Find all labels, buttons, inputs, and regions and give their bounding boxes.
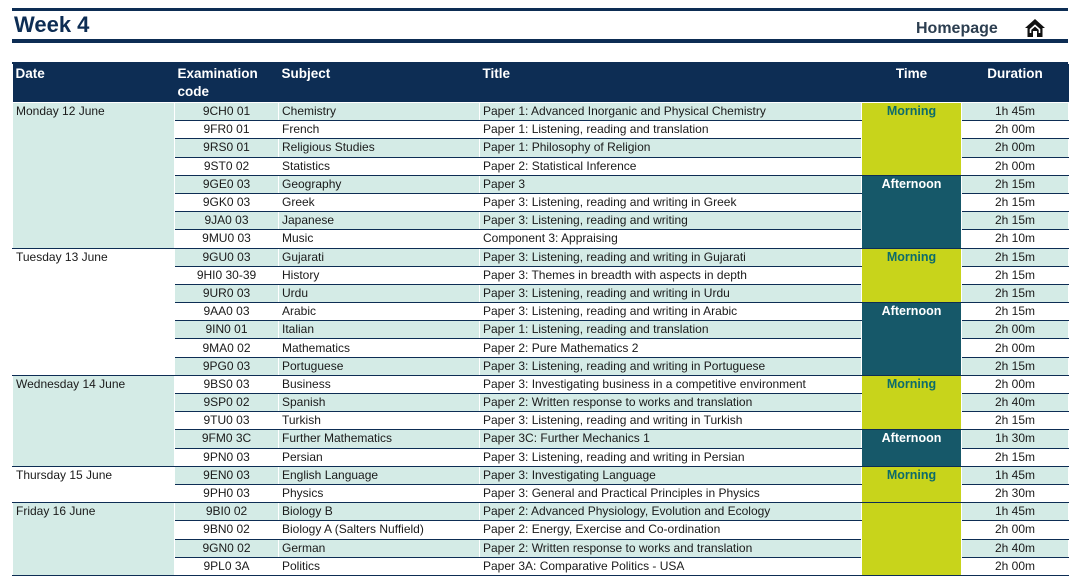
exam-code: 9BN0 02 bbox=[175, 521, 279, 539]
exam-subject: Politics bbox=[279, 557, 480, 575]
session-time: Afternoon bbox=[862, 303, 962, 376]
exam-title: Paper 2: Advanced Physiology, Evolution and Ecology bbox=[480, 503, 862, 521]
exam-title: Paper 2: Written response to works and translation bbox=[480, 539, 862, 557]
home-icon[interactable] bbox=[1024, 17, 1046, 39]
timetable-body bbox=[13, 103, 1069, 576]
exam-duration: 2h 00m bbox=[962, 321, 1069, 339]
exam-subject: History bbox=[279, 266, 480, 284]
exam-subject: Geography bbox=[279, 175, 480, 193]
table-row bbox=[13, 103, 1069, 121]
header-top-rule bbox=[12, 8, 1068, 11]
exam-subject: Spanish bbox=[279, 394, 480, 412]
exam-date: Tuesday 13 June bbox=[13, 248, 175, 375]
exam-code: 9RS0 01 bbox=[175, 139, 279, 157]
session-time: Morning bbox=[862, 248, 962, 303]
exam-subject: Religious Studies bbox=[279, 139, 480, 157]
exam-code: 9GN0 02 bbox=[175, 539, 279, 557]
exam-subject: Japanese bbox=[279, 212, 480, 230]
exam-code: 9ST0 02 bbox=[175, 157, 279, 175]
exam-subject: Further Mathematics bbox=[279, 430, 480, 448]
exam-timetable bbox=[12, 64, 1069, 576]
exam-subject: Physics bbox=[279, 484, 480, 502]
exam-duration: 2h 40m bbox=[962, 394, 1069, 412]
exam-subject: Arabic bbox=[279, 303, 480, 321]
exam-title: Paper 1: Philosophy of Religion bbox=[480, 139, 862, 157]
exam-code: 9GK0 03 bbox=[175, 193, 279, 211]
exam-duration: 2h 40m bbox=[962, 539, 1069, 557]
exam-subject: Turkish bbox=[279, 412, 480, 430]
exam-duration: 2h 15m bbox=[962, 193, 1069, 211]
exam-title: Paper 3: Listening, reading and writing in Urdu bbox=[480, 284, 862, 302]
exam-title: Paper 3: General and Practical Principles in Physics bbox=[480, 484, 862, 502]
exam-subject: German bbox=[279, 539, 480, 557]
exam-title: Paper 3A: Comparative Politics - USA bbox=[480, 557, 862, 575]
table-row bbox=[13, 503, 1069, 521]
exam-code: 9PL0 3A bbox=[175, 557, 279, 575]
exam-duration: 2h 15m bbox=[962, 284, 1069, 302]
exam-subject: Business bbox=[279, 375, 480, 393]
exam-title: Paper 3 bbox=[480, 175, 862, 193]
exam-code: 9BS0 03 bbox=[175, 375, 279, 393]
exam-duration: 2h 15m bbox=[962, 412, 1069, 430]
exam-date: Friday 16 June bbox=[13, 503, 175, 576]
table-header-row bbox=[13, 64, 1069, 103]
exam-date: Monday 12 June bbox=[13, 103, 175, 249]
homepage-link[interactable]: Homepage bbox=[916, 20, 998, 37]
column-header-title: Title bbox=[480, 64, 862, 103]
exam-title: Paper 3: Listening, reading and writing bbox=[480, 212, 862, 230]
exam-title: Paper 3: Listening, reading and writing in Greek bbox=[480, 193, 862, 211]
exam-duration: 2h 00m bbox=[962, 157, 1069, 175]
exam-duration: 1h 45m bbox=[962, 103, 1069, 121]
exam-code: 9HI0 30-39 bbox=[175, 266, 279, 284]
exam-code: 9UR0 03 bbox=[175, 284, 279, 302]
exam-subject: English Language bbox=[279, 466, 480, 484]
exam-title: Paper 3: Investigating business in a competitive environment bbox=[480, 375, 862, 393]
exam-subject: Chemistry bbox=[279, 103, 480, 121]
exam-code: 9EN0 03 bbox=[175, 466, 279, 484]
exam-duration: 2h 15m bbox=[962, 212, 1069, 230]
exam-subject: Italian bbox=[279, 321, 480, 339]
exam-subject: Biology B bbox=[279, 503, 480, 521]
exam-subject: Greek bbox=[279, 193, 480, 211]
header-bottom-rule bbox=[12, 39, 1068, 43]
exam-duration: 2h 15m bbox=[962, 175, 1069, 193]
exam-duration: 1h 45m bbox=[962, 503, 1069, 521]
session-time: Morning bbox=[862, 103, 962, 176]
exam-code: 9GU0 03 bbox=[175, 248, 279, 266]
page-title: Week 4 bbox=[14, 12, 90, 37]
session-time: Morning bbox=[862, 466, 962, 502]
exam-subject: Biology A (Salters Nuffield) bbox=[279, 521, 480, 539]
session-time: Morning bbox=[862, 375, 962, 430]
column-header-date: Date bbox=[13, 64, 175, 103]
exam-code: 9TU0 03 bbox=[175, 412, 279, 430]
exam-title: Paper 3: Listening, reading and writing in Persian bbox=[480, 448, 862, 466]
table-row bbox=[13, 375, 1069, 393]
exam-duration: 2h 00m bbox=[962, 557, 1069, 575]
exam-subject: Mathematics bbox=[279, 339, 480, 357]
exam-duration: 1h 30m bbox=[962, 430, 1069, 448]
exam-title: Paper 3: Investigating Language bbox=[480, 466, 862, 484]
exam-title: Paper 1: Listening, reading and translation bbox=[480, 121, 862, 139]
exam-subject: Music bbox=[279, 230, 480, 248]
exam-subject: French bbox=[279, 121, 480, 139]
exam-title: Paper 3: Listening, reading and writing in Arabic bbox=[480, 303, 862, 321]
column-header-code: Examination code bbox=[175, 64, 279, 103]
exam-duration: 2h 15m bbox=[962, 303, 1069, 321]
exam-duration: 1h 45m bbox=[962, 466, 1069, 484]
exam-code: 9FM0 3C bbox=[175, 430, 279, 448]
exam-code: 9IN0 01 bbox=[175, 321, 279, 339]
exam-subject: Urdu bbox=[279, 284, 480, 302]
exam-code: 9PH0 03 bbox=[175, 484, 279, 502]
exam-subject: Persian bbox=[279, 448, 480, 466]
exam-duration: 2h 30m bbox=[962, 484, 1069, 502]
exam-duration: 2h 00m bbox=[962, 139, 1069, 157]
exam-duration: 2h 15m bbox=[962, 248, 1069, 266]
exam-duration: 2h 10m bbox=[962, 230, 1069, 248]
exam-title: Paper 3: Themes in breadth with aspects in depth bbox=[480, 266, 862, 284]
exam-code: 9BI0 02 bbox=[175, 503, 279, 521]
exam-title: Paper 1: Advanced Inorganic and Physical Chemistry bbox=[480, 103, 862, 121]
exam-title: Paper 2: Energy, Exercise and Co-ordination bbox=[480, 521, 862, 539]
exam-title: Paper 2: Pure Mathematics 2 bbox=[480, 339, 862, 357]
column-header-subject: Subject bbox=[279, 64, 480, 103]
exam-title: Paper 3: Listening, reading and writing in Gujarati bbox=[480, 248, 862, 266]
exam-code: 9PG0 03 bbox=[175, 357, 279, 375]
exam-subject: Gujarati bbox=[279, 248, 480, 266]
exam-subject: Statistics bbox=[279, 157, 480, 175]
exam-duration: 2h 00m bbox=[962, 339, 1069, 357]
exam-duration: 2h 15m bbox=[962, 357, 1069, 375]
column-header-time: Time bbox=[862, 64, 962, 103]
exam-subject: Portuguese bbox=[279, 357, 480, 375]
exam-code: 9PN0 03 bbox=[175, 448, 279, 466]
exam-code: 9MU0 03 bbox=[175, 230, 279, 248]
exam-duration: 2h 15m bbox=[962, 266, 1069, 284]
exam-code: 9GE0 03 bbox=[175, 175, 279, 193]
exam-code: 9SP0 02 bbox=[175, 394, 279, 412]
exam-title: Paper 1: Listening, reading and translation bbox=[480, 321, 862, 339]
exam-title: Paper 3: Listening, reading and writing in Portuguese bbox=[480, 357, 862, 375]
exam-duration: 2h 15m bbox=[962, 448, 1069, 466]
session-time: Afternoon bbox=[862, 175, 962, 248]
exam-duration: 2h 00m bbox=[962, 121, 1069, 139]
exam-code: 9JA0 03 bbox=[175, 212, 279, 230]
exam-code: 9MA0 02 bbox=[175, 339, 279, 357]
exam-code: 9FR0 01 bbox=[175, 121, 279, 139]
exam-title: Paper 3C: Further Mechanics 1 bbox=[480, 430, 862, 448]
exam-code: 9AA0 03 bbox=[175, 303, 279, 321]
exam-duration: 2h 00m bbox=[962, 375, 1069, 393]
session-time bbox=[862, 503, 962, 576]
table-row bbox=[13, 248, 1069, 266]
exam-title: Paper 2: Statistical Inference bbox=[480, 157, 862, 175]
column-header-duration: Duration bbox=[962, 64, 1069, 103]
exam-title: Paper 3: Listening, reading and writing in Turkish bbox=[480, 412, 862, 430]
table-row bbox=[13, 466, 1069, 484]
exam-date: Wednesday 14 June bbox=[13, 375, 175, 466]
exam-duration: 2h 00m bbox=[962, 521, 1069, 539]
exam-title: Component 3: Appraising bbox=[480, 230, 862, 248]
exam-title: Paper 2: Written response to works and translation bbox=[480, 394, 862, 412]
exam-date: Thursday 15 June bbox=[13, 466, 175, 502]
session-time: Afternoon bbox=[862, 430, 962, 466]
exam-code: 9CH0 01 bbox=[175, 103, 279, 121]
